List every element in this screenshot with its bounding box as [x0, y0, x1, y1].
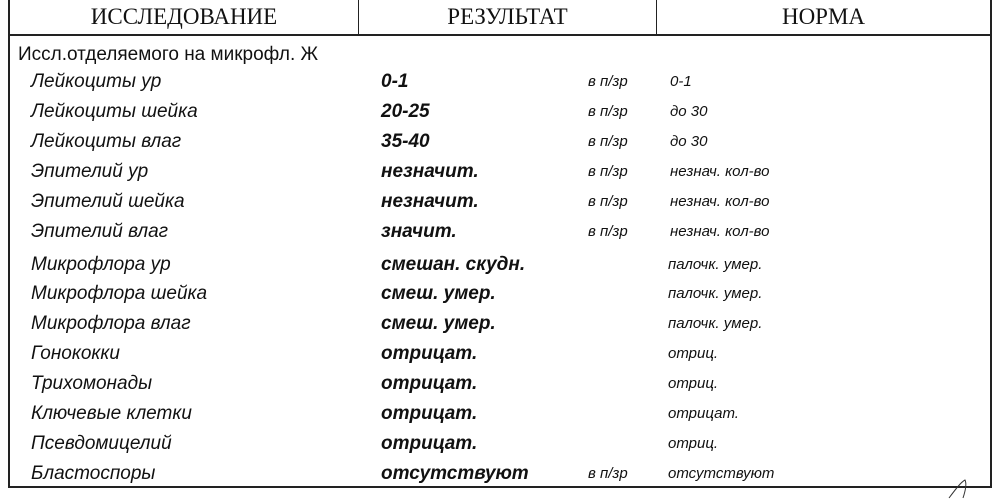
row-norm: отриц. [668, 345, 719, 362]
table-row [0, 339, 1000, 369]
row-result: отрицат. [381, 433, 478, 454]
row-result: смешан. скудн. [381, 254, 526, 275]
row-result: 0-1 [381, 71, 409, 92]
table-header [8, 0, 992, 36]
row-norm: незнач. кол-во [670, 193, 770, 210]
row-unit: в п/зр [588, 133, 628, 150]
table-row [0, 67, 1000, 97]
row-norm: палочк. умер. [668, 285, 763, 302]
header-study: ИССЛЕДОВАНИЕ [10, 0, 359, 34]
row-norm: незнач. кол-во [670, 223, 770, 240]
row-name: Ключевые клетки [31, 403, 192, 424]
row-result: незначит. [381, 161, 479, 182]
row-name: Эпителий ур [31, 161, 149, 182]
row-unit: в п/зр [588, 103, 628, 120]
row-norm: отсутствуют [668, 465, 775, 482]
row-name: Эпителий шейка [31, 191, 185, 212]
table-row [0, 429, 1000, 459]
section-title: Иссл.отделяемого на микрофл. Ж [18, 44, 319, 65]
row-name: Микрофлора шейка [31, 283, 208, 304]
table-row [0, 279, 1000, 309]
row-unit: в п/зр [588, 465, 628, 482]
row-result: незначит. [381, 191, 479, 212]
row-unit: в п/зр [588, 163, 628, 180]
row-name: Лейкоциты шейка [31, 101, 198, 122]
row-result: значит. [381, 221, 457, 242]
row-unit: в п/зр [588, 193, 628, 210]
table-row [0, 369, 1000, 399]
row-result: смеш. умер. [381, 313, 496, 334]
table-row [0, 97, 1000, 127]
row-name: Лейкоциты ур [31, 71, 162, 92]
header-norm: НОРМА [781, 4, 866, 29]
row-name: Бластоспоры [31, 463, 156, 484]
row-name: Псевдомицелий [31, 433, 172, 454]
row-name: Лейкоциты влаг [31, 131, 182, 152]
row-norm: 0-1 [670, 73, 692, 90]
table-row [0, 459, 1000, 489]
table-row [0, 250, 1000, 280]
row-result: 35-40 [381, 131, 430, 152]
row-result: отрицат. [381, 373, 478, 394]
row-norm: отриц. [668, 375, 719, 392]
row-name: Гонококки [31, 343, 120, 364]
table-row [0, 309, 1000, 339]
row-result: отрицат. [381, 343, 478, 364]
table-row [0, 127, 1000, 157]
row-result: отсутствуют [381, 463, 529, 484]
row-norm: отрицат. [668, 405, 739, 422]
table-row [0, 187, 1000, 217]
row-norm: отриц. [668, 435, 719, 452]
row-norm: палочк. умер. [668, 315, 763, 332]
row-name: Микрофлора влаг [31, 313, 191, 334]
row-name: Эпителий влаг [31, 221, 169, 242]
row-name: Трихомонады [31, 373, 153, 394]
row-result: 20-25 [381, 101, 430, 122]
row-result: смеш. умер. [381, 283, 496, 304]
table-row [0, 399, 1000, 429]
row-norm: незнач. кол-во [670, 163, 770, 180]
row-result: отрицат. [381, 403, 478, 424]
row-norm: палочк. умер. [668, 256, 763, 273]
row-name: Микрофлора ур [31, 254, 171, 275]
header-result: РЕЗУЛЬТАТ [359, 0, 657, 34]
signature-mark [945, 478, 975, 500]
row-unit: в п/зр [588, 223, 628, 240]
table-row [0, 217, 1000, 247]
row-norm: до 30 [670, 103, 708, 120]
row-unit: в п/зр [588, 73, 628, 90]
row-norm: до 30 [670, 133, 708, 150]
table-row [0, 157, 1000, 187]
